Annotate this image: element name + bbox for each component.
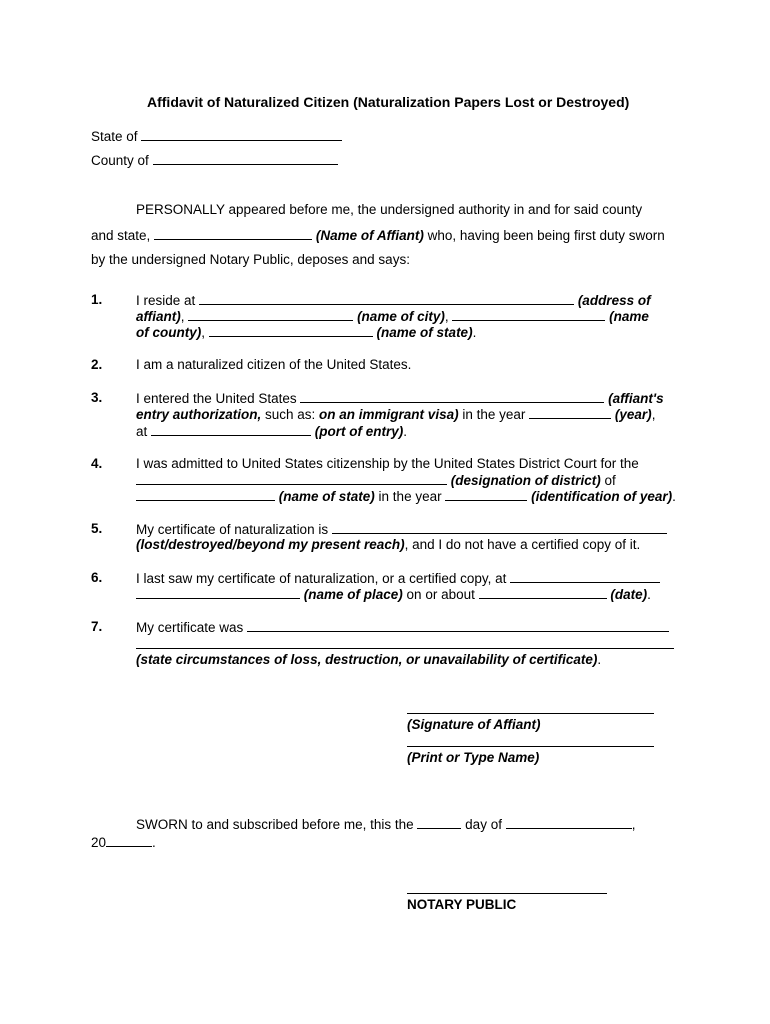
citizenship-year-blank[interactable] [445, 488, 527, 501]
last-seen-date-blank[interactable] [479, 586, 607, 599]
circumstances-blank-2[interactable] [136, 648, 674, 649]
last-seen-location-blank[interactable] [510, 570, 660, 583]
state-blank[interactable] [141, 128, 342, 141]
port-of-entry-blank[interactable] [151, 423, 311, 436]
sworn-year-blank[interactable] [106, 834, 152, 847]
item-1-line-3: of county), (name of state). [136, 325, 477, 340]
notary-signature-line[interactable] [407, 893, 607, 894]
item-7-line-1: My certificate was [136, 619, 669, 636]
item-4-line-2: (designation of district) of [136, 472, 616, 489]
entry-year-blank[interactable] [529, 406, 611, 419]
item-6-line-1: I last saw my certificate of naturalization, or a certified copy, at [136, 570, 660, 587]
item-3-line-2: entry authorization, such as: on an immigrant visa) in the year (year), [136, 407, 656, 422]
item-5-line-2: (lost/destroyed/beyond my present reach), and I do not have a certified copy of it. [136, 537, 641, 552]
item-1-line-1: I reside at (address of [136, 293, 651, 308]
county-label: County of [91, 153, 149, 168]
item-5-line-1: My certificate of naturalization is [136, 521, 667, 538]
district-blank[interactable] [136, 472, 447, 485]
item-number: 3. [91, 390, 103, 405]
item-7-line-3: (state circumstances of loss, destruction, or unavailability of certificate). [136, 652, 602, 667]
sworn-line-1: SWORN to and subscribed before me, this the day of , [136, 817, 636, 832]
sworn-day-blank[interactable] [417, 816, 461, 829]
document-title: Affidavit of Naturalized Citizen (Naturalization Papers Lost or Destroyed) [147, 94, 630, 110]
item-2-text: I am a naturalized citizen of the United States. [136, 357, 412, 372]
item-number: 4. [91, 456, 103, 471]
item-number: 7. [91, 619, 103, 634]
address-blank[interactable] [199, 292, 574, 305]
entry-authorization-blank[interactable] [300, 390, 604, 403]
state-label: State of [91, 129, 138, 144]
intro-line-2: and state, (Name of Affiant) who, having been being first duty sworn [91, 228, 665, 243]
item-number: 5. [91, 521, 103, 536]
place-name-blank[interactable] [136, 586, 300, 599]
certificate-status-blank[interactable] [332, 521, 667, 534]
intro-line-1: PERSONALLY appeared before me, the undersigned authority in and for said county [136, 202, 643, 217]
intro-line-3: by the undersigned Notary Public, deposes and says: [91, 252, 410, 267]
item-4-line-3: (name of state) in the year (identification of year). [136, 488, 676, 505]
county-blank[interactable] [153, 152, 338, 165]
item-number: 2. [91, 357, 103, 372]
signature-caption: (Signature of Affiant) [407, 717, 541, 732]
item-number: 1. [91, 292, 103, 307]
county-line [91, 152, 338, 169]
court-state-blank[interactable] [136, 488, 275, 501]
affiant-signature-line[interactable] [407, 713, 654, 714]
item-number: 6. [91, 570, 103, 585]
state-line [91, 128, 342, 145]
item-6-line-2: (name of place) on or about (date). [136, 586, 651, 603]
item-3-line-1: I entered the United States (affiant's [136, 391, 664, 406]
item-4-line-1: I was admitted to United States citizenship by the United States District Court for the [136, 456, 639, 471]
county-name-blank[interactable] [452, 308, 605, 321]
affiant-name-blank[interactable] [154, 227, 312, 240]
print-name-line[interactable] [407, 746, 654, 747]
sworn-line-2: 20 . [91, 835, 156, 850]
state-name-blank[interactable] [209, 324, 373, 337]
print-name-caption: (Print or Type Name) [407, 750, 540, 765]
item-1-line-2: affiant), (name of city), (name [136, 309, 649, 324]
circumstances-blank-1[interactable] [247, 619, 669, 632]
notary-caption: NOTARY PUBLIC [407, 897, 517, 912]
city-blank[interactable] [188, 308, 353, 321]
sworn-month-blank[interactable] [506, 816, 632, 829]
item-3-line-3: at (port of entry). [136, 424, 408, 439]
